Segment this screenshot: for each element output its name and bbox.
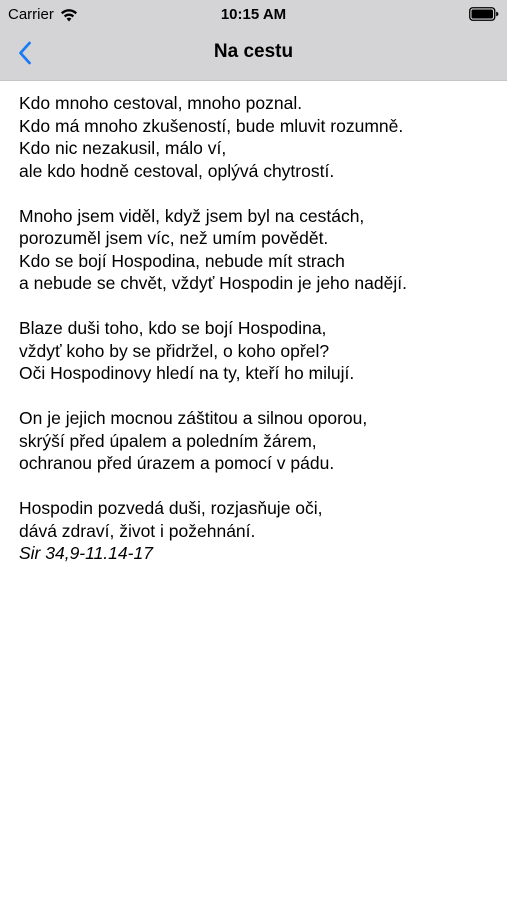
text-line: porozuměl jsem víc, než umím povědět. [19, 228, 329, 248]
carrier-label: Carrier [8, 6, 54, 23]
text-line: Oči Hospodinovy hledí na ty, kteří ho milují. [19, 363, 355, 383]
reading-text [19, 92, 494, 565]
stanza [19, 205, 494, 295]
text-line: Kdo má mnoho zkušeností, bude mluvit rozumně. [19, 115, 404, 136]
stanza [19, 497, 494, 565]
top-bar [0, 0, 507, 81]
stanza [19, 92, 494, 182]
text-line: Mnoho jsem viděl, když jsem byl na cestách, [19, 205, 365, 226]
text-line: On je jejich mocnou záštitou a silnou oporou, [19, 408, 368, 428]
navigation-bar [0, 30, 507, 78]
text-line: ochranou před úrazem a pomocí v pádu. [19, 453, 335, 473]
text-line: Kdo mnoho cestoval, mnoho poznal. [19, 93, 303, 113]
text-line: Kdo se bojí Hospodina, nebude mít strach [19, 250, 345, 271]
text-line: Kdo nic nezakusil, málo ví, [19, 138, 227, 158]
text-line: dává zdraví, život i požehnání. [19, 520, 256, 541]
status-bar [0, 0, 507, 30]
page-title: Na cestu [213, 41, 294, 62]
text-line: a nebude se chvět, vždyť Hospodin je jeho nadějí. [19, 273, 407, 293]
text-line: vždyť koho by se přidržel, o koho opřel? [19, 340, 330, 361]
text-line: Blaze duši toho, kdo se bojí Hospodina, [19, 318, 327, 338]
stanza [19, 317, 494, 385]
text-line: skrýší před úpalem a poledním žárem, [19, 430, 317, 451]
scripture-citation: Sir 34,9-11.14-17 [19, 543, 153, 563]
text-line: ale kdo hodně cestoval, oplývá chytrostí. [19, 160, 335, 181]
text-line: Hospodin pozvedá duši, rozjasňuje oči, [19, 498, 323, 518]
status-time: 10:15 AM [220, 6, 287, 23]
battery-icon [469, 7, 499, 21]
stanza [19, 407, 494, 475]
